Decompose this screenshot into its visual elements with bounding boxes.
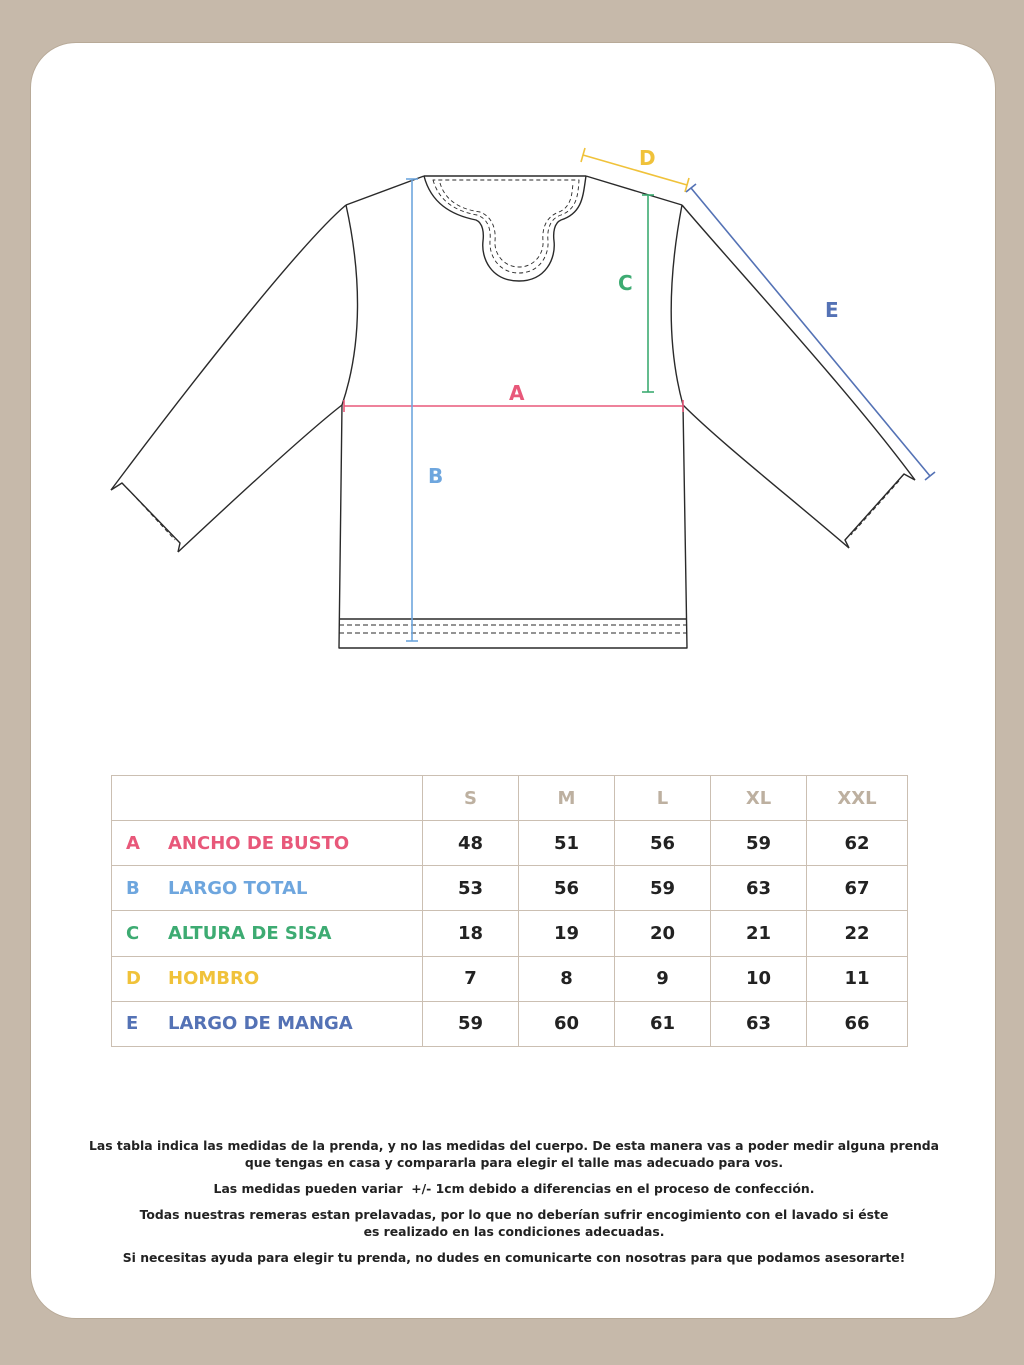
row-name: LARGO TOTAL (168, 877, 308, 899)
row-letter: B (126, 877, 140, 899)
cell-value: 62 (807, 821, 908, 866)
measure-c-label: C (618, 271, 633, 295)
shirt-outline (111, 176, 915, 648)
measure-b-line (406, 179, 418, 641)
cell-value: 59 (423, 1001, 519, 1046)
cell-value: 20 (615, 911, 711, 956)
note-paragraph (31, 1180, 996, 1197)
table-row (112, 956, 908, 1001)
note-text: es realizado en las condiciones adecuadas. (363, 1224, 665, 1239)
cell-value: 19 (519, 911, 615, 956)
cell-value: 63 (711, 1001, 807, 1046)
table-header-row (112, 776, 908, 821)
cell-value: 7 (423, 956, 519, 1001)
note-text: Si necesitas ayuda para elegir tu prenda, no dudes en comunicarte con nosotras para que podamos asesorarte! (122, 1250, 906, 1265)
cell-value: 21 (711, 911, 807, 956)
table-row (112, 1001, 908, 1046)
measure-d-line (581, 148, 689, 192)
header-size-l: L (615, 776, 711, 821)
header-size-s: S (423, 776, 519, 821)
note-paragraph (31, 1137, 996, 1171)
header-empty (112, 776, 423, 821)
note-text: Las medidas pueden variar +/- 1cm debido a diferencias en el proceso de confección. (213, 1181, 815, 1196)
row-name: ALTURA DE SISA (168, 923, 332, 945)
measure-e-line (686, 184, 935, 480)
cell-value: 51 (519, 821, 615, 866)
header-size-xl: XL (711, 776, 807, 821)
cell-value: 66 (807, 1001, 908, 1046)
measure-b-label: B (428, 464, 444, 488)
cell-value: 59 (615, 866, 711, 911)
cell-value: 22 (807, 911, 908, 956)
row-letter: A (126, 832, 140, 854)
cell-value: 67 (807, 866, 908, 911)
row-letter: D (126, 968, 141, 990)
cell-value: 48 (423, 821, 519, 866)
cell-value: 10 (711, 956, 807, 1001)
cell-value: 11 (807, 956, 908, 1001)
row-letter: C (126, 923, 140, 945)
cell-value: 53 (423, 866, 519, 911)
size-guide-card (30, 42, 996, 1319)
cell-value: 9 (615, 956, 711, 1001)
table-row (112, 911, 908, 956)
size-table (111, 775, 908, 1047)
notes (31, 1137, 996, 1275)
cell-value: 18 (423, 911, 519, 956)
cell-value: 59 (711, 821, 807, 866)
cell-value: 61 (615, 1001, 711, 1046)
row-name: ANCHO DE BUSTO (168, 832, 350, 854)
cell-value: 60 (519, 1001, 615, 1046)
note-paragraph (31, 1249, 996, 1266)
cell-value: 56 (615, 821, 711, 866)
garment-diagram (31, 43, 996, 703)
row-name: LARGO DE MANGA (168, 1013, 353, 1035)
cell-value: 63 (711, 866, 807, 911)
table-row (112, 866, 908, 911)
measure-c-line (642, 195, 654, 392)
table-row (112, 821, 908, 866)
note-text: Las tabla indica las medidas de la prenda, y no las medidas del cuerpo. De esta manera vas a poder medir alguna prenda (88, 1138, 940, 1153)
header-size-m: M (519, 776, 615, 821)
cell-value: 8 (519, 956, 615, 1001)
measure-a-label: A (509, 381, 525, 405)
measure-d-label: D (639, 146, 656, 170)
note-paragraph (31, 1206, 996, 1240)
note-text: Todas nuestras remeras estan prelavadas, por lo que no deberían sufrir encogimiento con el lavado si éste (139, 1207, 889, 1222)
cell-value: 56 (519, 866, 615, 911)
note-text: que tengas en casa y compararla para elegir el talle mas adecuado para vos. (244, 1155, 784, 1170)
row-name: HOMBRO (168, 968, 260, 990)
measure-e-label: E (825, 298, 839, 322)
row-letter: E (126, 1013, 139, 1035)
header-size-xxl: XXL (807, 776, 908, 821)
